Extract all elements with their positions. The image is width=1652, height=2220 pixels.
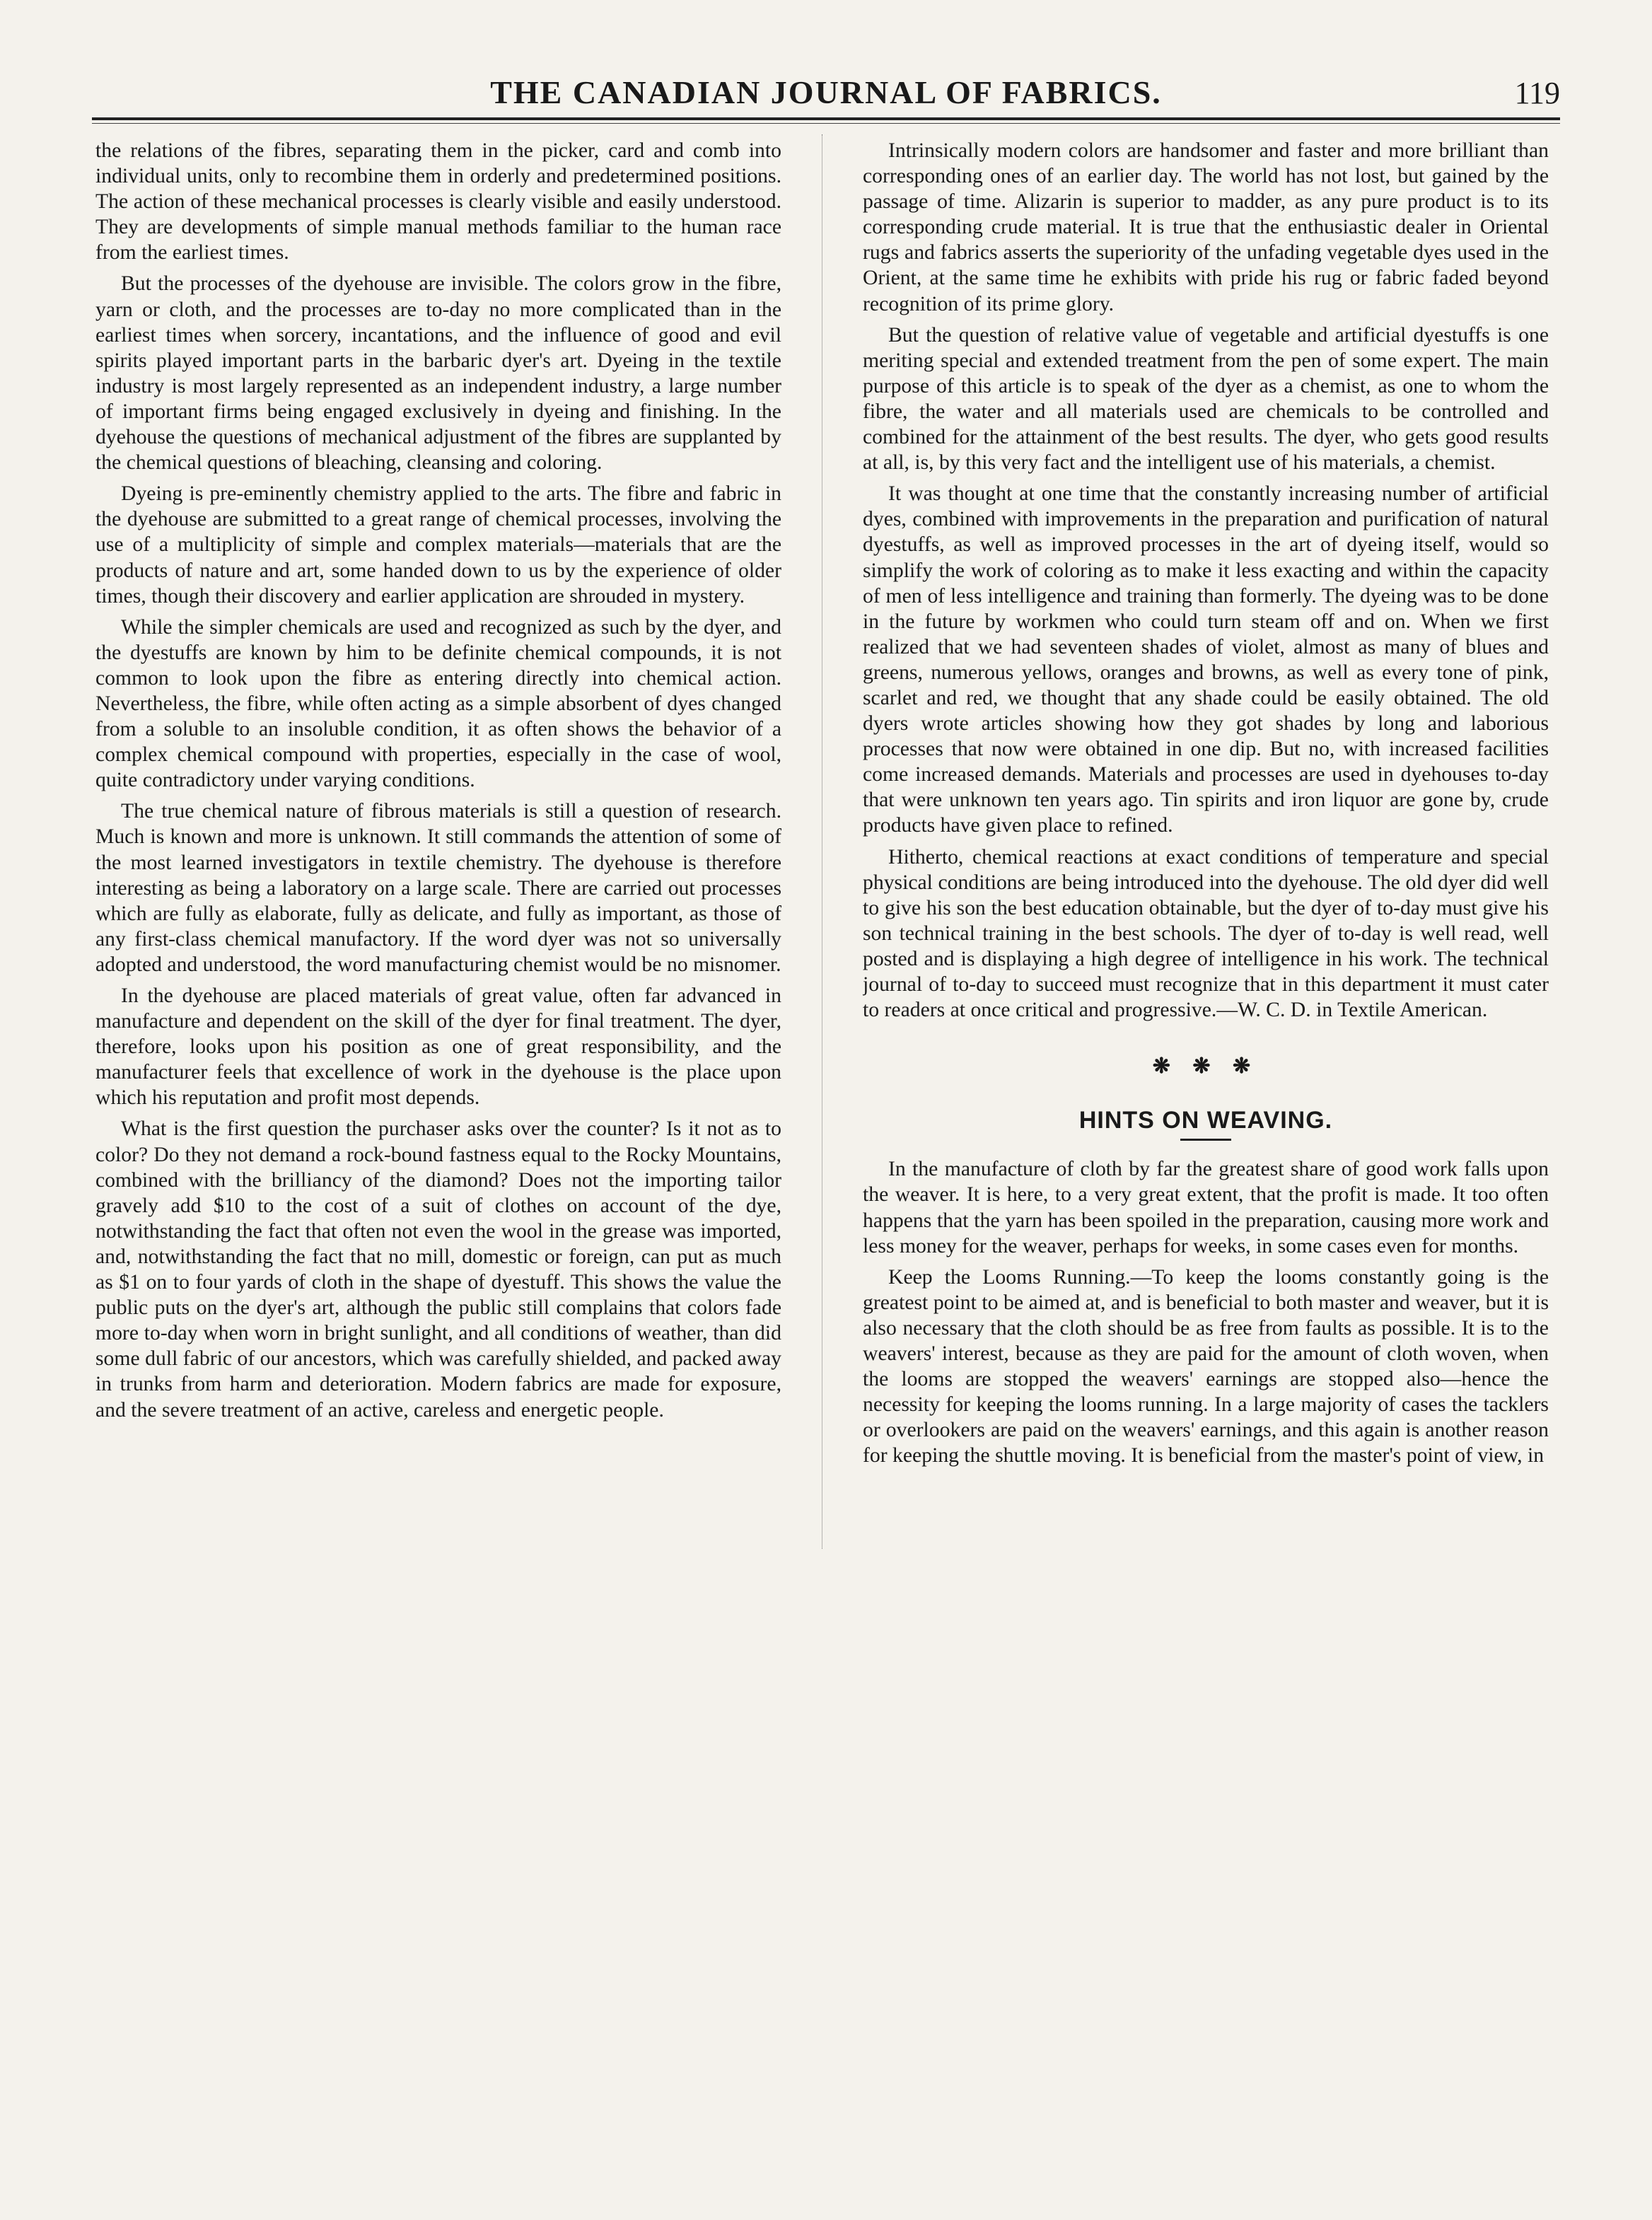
- paragraph: What is the first question the purchaser asks over the counter? Is it not as to color? Do they not demand a rock-bound fastness equal to the Rocky Mountains, combined with the brilliancy of the diamond? Does not the importing tailor gravely add $10 to the cost of a suit of clothes on account of the dye, notwithstanding the fact that often not even the wool in the grease was imported, and, notwithstanding the fact that no mill, domestic or foreign, can put as much as $1 on to four yards of cloth in the shape of dyestuff. This shows the value the public puts on the dyer's art, although the public still complains that colors fade more to-day when worn in bright sunlight, and all conditions of weather, than did some dull fabric of our ancestors, which was carefully shielded, and packed away in trunks from harm and deterioration. Modern fabrics are made for exposure, and the severe treatment of an active, careless and energetic people.: [95, 1117, 781, 1422]
- page-number: 119: [1514, 76, 1560, 110]
- paragraph: Hitherto, chemical reactions at exact conditions of temperature and special physical conditions are being introduced into the dyehouse. The old dyer did well to give his son the best education obtainable, but the dyer of to-day must give his son technical training in the best schools. The dyer of to-day is well read, well posted and is displaying a high degree of intelligence in his work. The technical journal of to-day to succeed must recognize that in this department it must cater to readers at once critical and progressive.—W. C. D. in Textile American.: [863, 845, 1549, 1022]
- page-header: [92, 74, 1560, 116]
- paragraph: It was thought at one time that the constantly increasing number of artificial dyes, combined with improvements in the preparation and purification of natural dyestuffs, as well as improved processes in the art of dyeing itself, would so simplify the work of coloring as to make it less exacting and within the capacity of men of less intelligence and training than formerly. The dyeing was to be done in the future by workmen who could turn steam off and on. When we first realized that we had seventeen shades of violet, almost as many of blues and greens, numerous yellows, oranges and browns, as well as every tone of pink, scarlet and red, we thought that any shade could be easily obtained. The old dyers wrote articles showing how they got shades by long and laborious processes that now were obtained in one dip. But no, with increased facilities come increased demands. Materials and processes are used in dyehouses to-day that were unknown ten years ago. Tin spirits and iron liquor are gone by, crude products have given place to refined.: [863, 482, 1549, 837]
- paragraph: While the simpler chemicals are used and recognized as such by the dyer, and the dyestuffs are known by him to be definite chemical compounds, it is not common to look upon the fibre as entering directly into chemical action. Nevertheless, the fibre, while often acting as a simple absorbent of dyes changed from a soluble to an insoluble condition, it as often shows the behavior of a complex chemical compound with properties, especially in the case of wool, quite contradictory under varying conditions.: [95, 615, 781, 792]
- paragraph: Dyeing is pre-eminently chemistry applied to the arts. The fibre and fabric in the dyehouse are submitted to a great range of chemical processes, involving the use of a multiplicity of simple and complex materials—materials that are the products of nature and art, some handed down to us by the experience of older times, though their discovery and earlier application are shrouded in mystery.: [95, 482, 781, 608]
- journal-title: THE CANADIAN JOURNAL OF FABRICS.: [490, 74, 1162, 110]
- section-heading: HINTS ON WEAVING.: [1078, 1107, 1333, 1134]
- paragraph: the relations of the fibres, separating them in the picker, card and comb into individual units, only to recombine them in orderly and predetermined positions. The action of these mechanical processes is clearly visible and easily understood. They are developments of simple manual methods familiar to the human race from the earliest times.: [95, 139, 781, 265]
- right-column: [863, 138, 1549, 2185]
- paragraph: In the manufacture of cloth by far the greatest share of good work falls upon the weaver. It is here, to a very great extent, that the profit is made. It too often happens that the yarn has been spoiled in the preparation, causing more work and less money for the weaver, perhaps for weeks, in some cases even for months.: [863, 1158, 1549, 1257]
- section-ornament: ❋ ❋ ❋: [1152, 1054, 1260, 1079]
- header-rule: [92, 117, 1560, 124]
- heading-rule: [1180, 1139, 1231, 1141]
- paragraph: The true chemical nature of fibrous materials is still a question of research. Much is known and more is unknown. It still commands the attention of some of the most learned investigators in textile chemistry. The dyehouse is therefore interesting as being a laboratory on a large scale. There are carried out processes which are fully as elaborate, fully as delicate, and fully as important, as those of any first-class chemical manufactory. If the word dyer was not so universally adopted and understood, the word manufacturing chemist would be no misnomer.: [95, 800, 781, 976]
- left-column: [95, 138, 781, 2185]
- paragraph: Intrinsically modern colors are handsomer and faster and more brilliant than corresponding ones of an earlier day. The world has not lost, but gained by the passage of time. Alizarin is superior to madder, as any pure product is to its corresponding crude material. It is true that the enthusiastic dealer in Oriental rugs and fabrics asserts the superiority of the unfading vegetable dyes used in the Orient, at the same time he exhibits with pride his rug or fabric faded beyond recognition of its prime glory.: [863, 139, 1549, 315]
- paragraph: In the dyehouse are placed materials of great value, often far advanced in manufacture and dependent on the skill of the dyer for final treatment. The dyer, therefore, looks upon his position as one of great responsibility, and the manufacturer feels that excellence of work in the dyehouse is the place upon which his reputation and profit most depends.: [95, 984, 781, 1110]
- paragraph: But the processes of the dyehouse are invisible. The colors grow in the fibre, yarn or cloth, and the processes are to-day no more complicated than in the earliest times when sorcery, incantations, and the influence of good and evil spirits played important parts in the barbaric dyer's art. Dyeing in the textile industry is most largely represented as an independent industry, a large number of important firms being engaged exclusively in dyeing and finishing. In the dyehouse the questions of mechanical adjustment of the fibres are supplanted by the chemical questions of bleaching, cleansing and coloring.: [95, 272, 781, 475]
- paragraph: Keep the Looms Running.—To keep the looms constantly going is the greatest point to be aimed at, and is beneficial to both master and weaver, but it is also necessary that the cloth should be as free from faults as possible. It is to the weavers' interest, because as they are paid for the amount of cloth woven, when the looms are stopped the weavers' earnings are stopped also—hence the necessity for keeping the looms running. In a large majority of cases the tacklers or overlookers are paid on the weavers' earnings, and this again is another reason for keeping the shuttle moving. It is beneficial from the master's point of view, in: [863, 1265, 1549, 1468]
- paragraph: But the question of relative value of vegetable and artificial dyestuffs is one meriting special and extended treatment from the pen of some expert. The main purpose of this article is to speak of the dyer as a chemist, as one to whom the fibre, the water and all materials used are chemicals to be controlled and combined for the attainment of the best results. The dyer, who gets good results at all, is, by this very fact and the intelligent use of his materials, a chemist.: [863, 323, 1549, 475]
